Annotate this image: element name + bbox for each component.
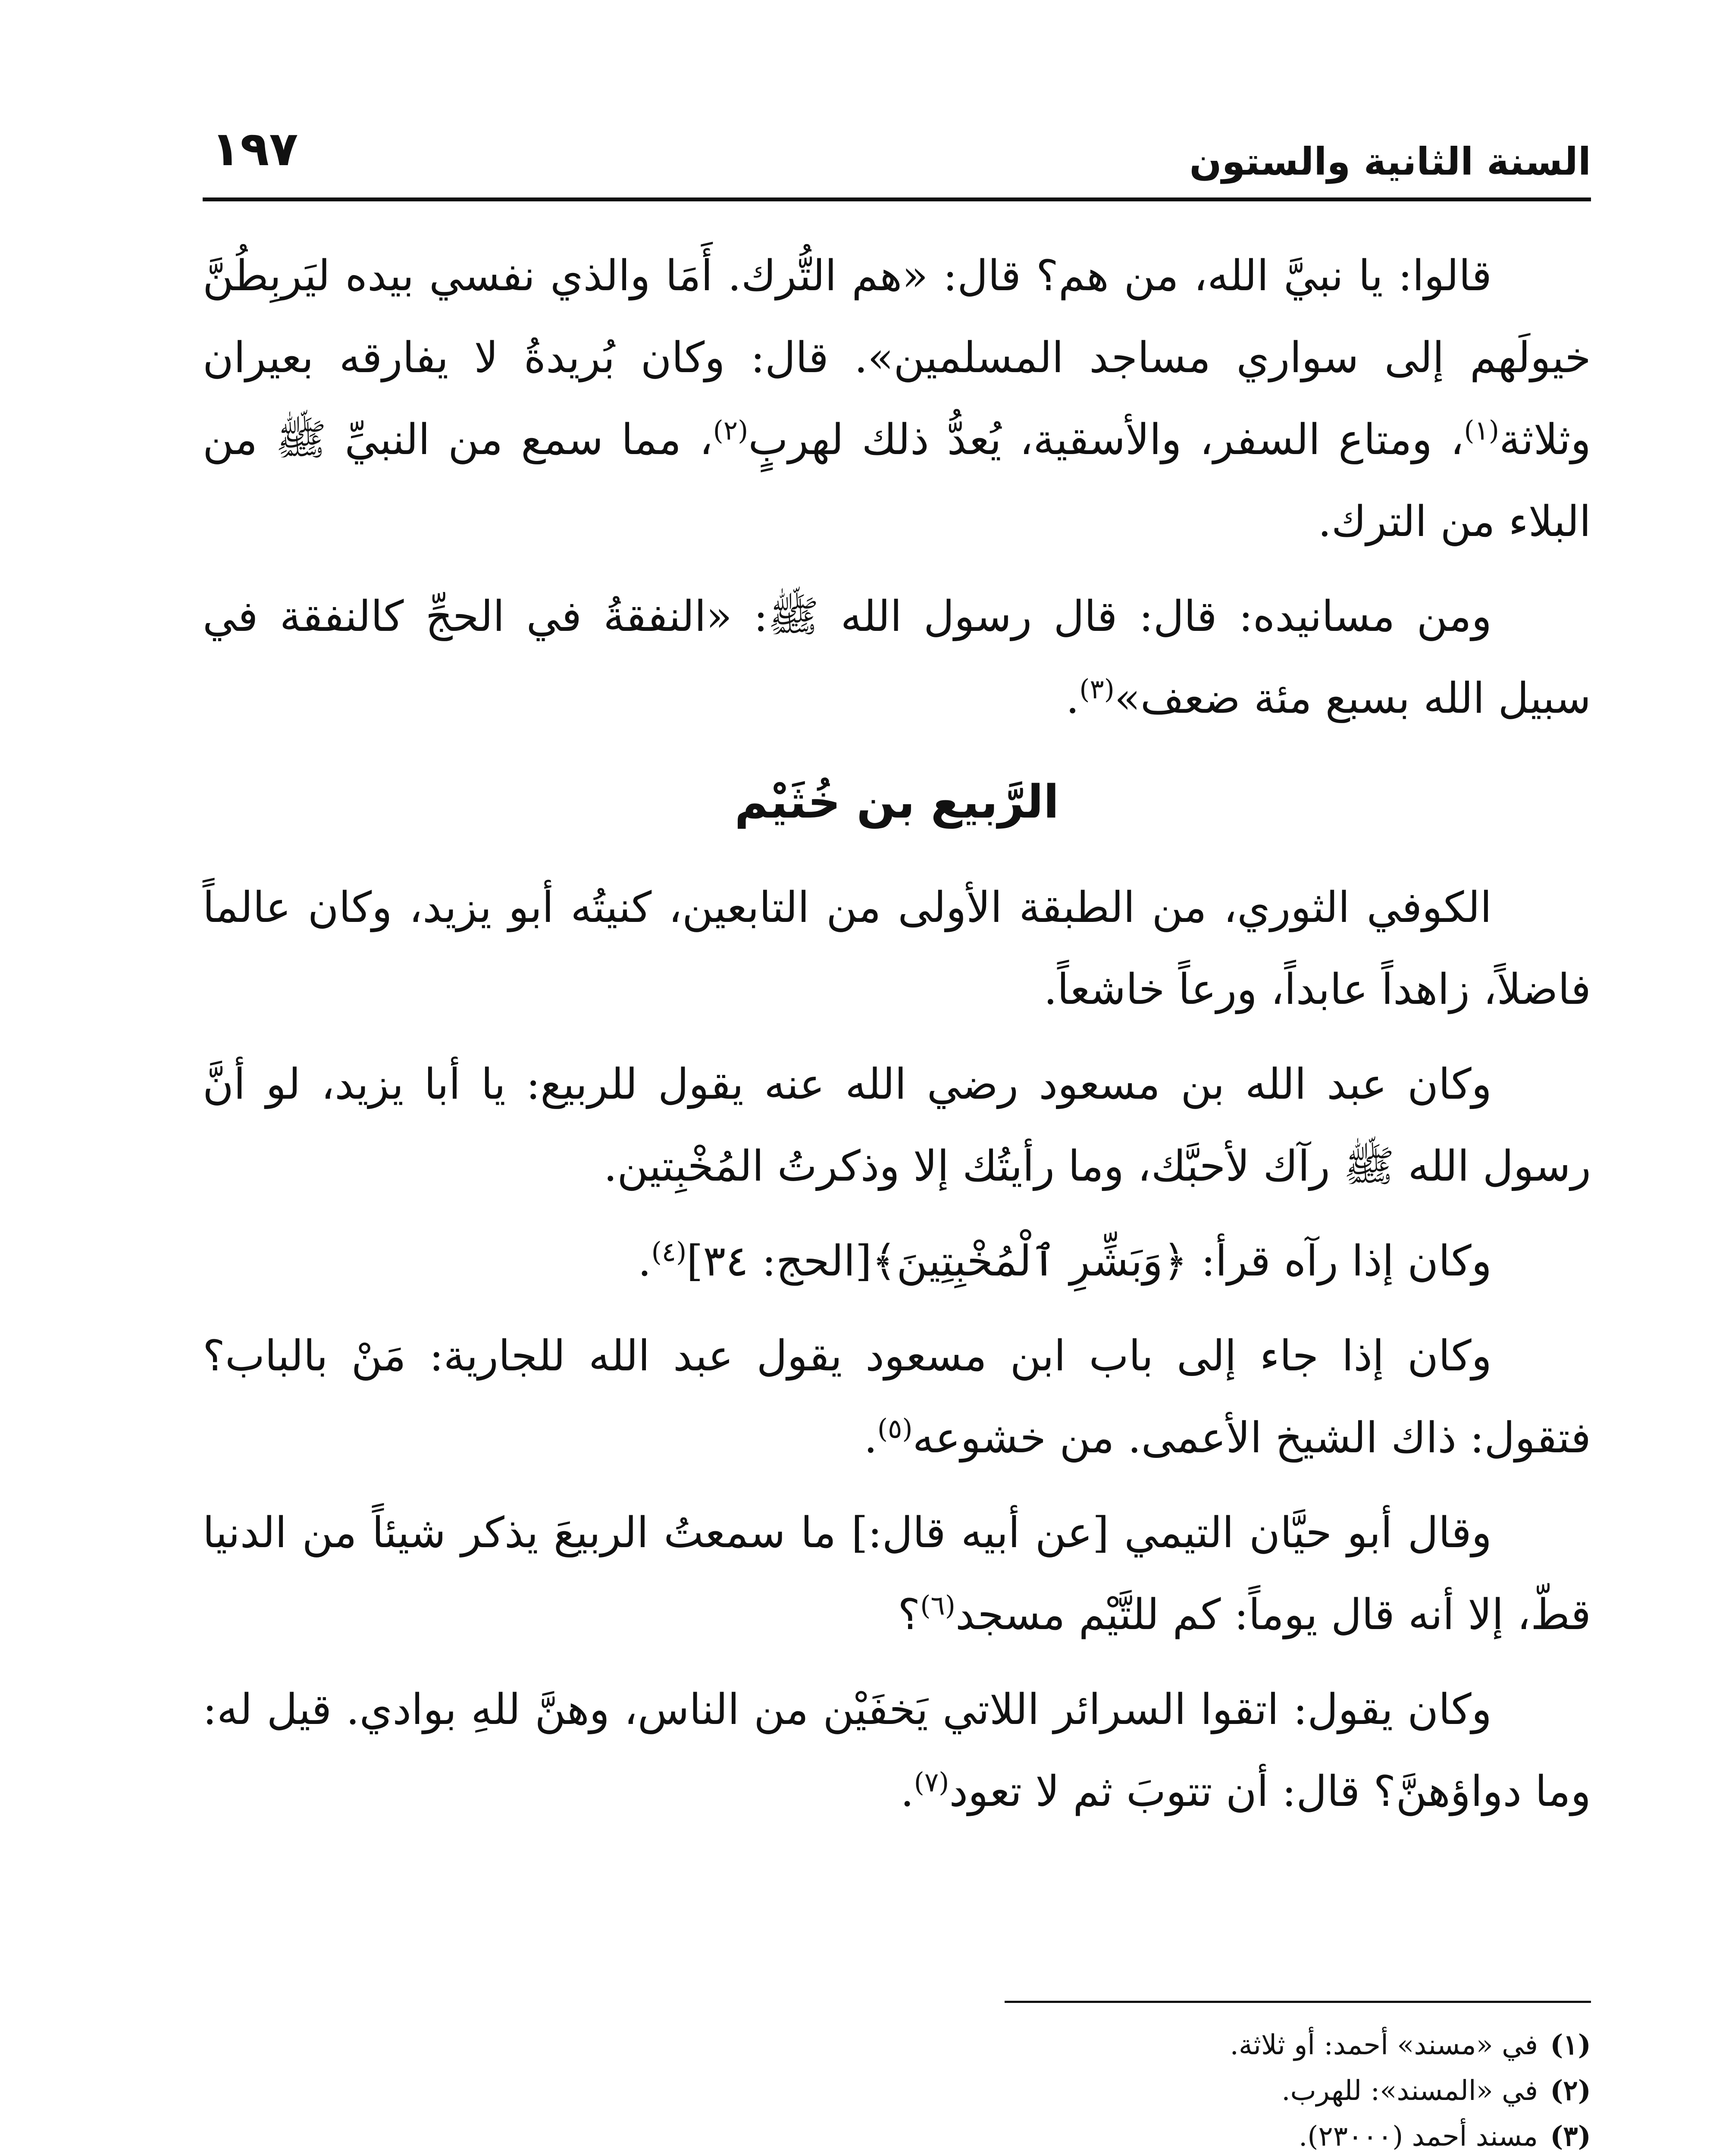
footnote-number: (٣) xyxy=(1550,2120,1591,2153)
paragraph-7-end: ؟ xyxy=(898,1590,921,1639)
footnote-text: في «المسند»: للهرب. xyxy=(1281,2075,1538,2107)
paragraph-8-end: . xyxy=(900,1767,914,1816)
footnote-separator xyxy=(1005,2001,1591,2003)
footnote-ref-1[interactable]: (١) xyxy=(1464,414,1500,446)
page-number: ١٩٧ xyxy=(211,121,298,176)
paragraph-1 xyxy=(203,235,1591,563)
paragraph-8-text: وكان يقول: اتقوا السرائر اللاتي يَخفَيْن من الناس، وهنَّ للهِ بوادي. قيل له: وما دواؤهنَّ؟ قال: أن تتوبَ ثم لا تعود xyxy=(203,1685,1591,1816)
paragraph-5-text: وكان إذا رآه قرأ: ﴿وَبَشِّرِ ٱلْمُخْبِتِينَ﴾[الحج: ٣٤] xyxy=(686,1237,1492,1286)
footnote-ref-5[interactable]: (٥) xyxy=(877,1413,913,1445)
footnote-ref-3[interactable]: (٣) xyxy=(1079,673,1115,705)
footnote-text: في «مسند» أحمد: أو ثلاثة. xyxy=(1230,2029,1538,2061)
footnotes xyxy=(203,2022,1591,2156)
paragraph-6-end: . xyxy=(864,1413,877,1463)
footnote-number: (١) xyxy=(1550,2029,1591,2061)
paragraph-5 xyxy=(203,1220,1591,1302)
paragraph-1-part-c: ، مما سمع من النبيِّ ﷺ من البلاء من الترك. xyxy=(203,415,1591,546)
paragraph-1-part-b: ، ومتاع السفر، والأسقية، يُعدُّ ذلك لهربٍ xyxy=(748,415,1464,464)
footnote-number: (٢) xyxy=(1550,2075,1591,2107)
paragraph-5-end: . xyxy=(638,1237,651,1286)
footnote-ref-6[interactable]: (٦) xyxy=(920,1589,955,1621)
paragraph-3: الكوفي الثوري، من الطبقة الأولى من التابعين، كنيتُه أبو يزيد، وكان عالماً فاضلاً، زاهداً عابداً، ورعاً خاشعاً. xyxy=(203,883,1591,1014)
paragraph-2-text: ومن مسانيده: قال: قال رسول الله ﷺ: «النفقةُ في الحجِّ كالنفقة في سبيل الله بسبع مئة ضعف» xyxy=(203,592,1591,723)
footnote-text: مسند أحمد (٢٣٠٠٠). xyxy=(1299,2121,1538,2153)
paragraph-7-text: وقال أبو حيَّان التيمي [عن أبيه قال:] ما سمعتُ الربيعَ يذكر شيئاً من الدنيا قطّ، إلا أنه قال يوماً: كم للتَّيْم مسجد xyxy=(203,1508,1591,1639)
section-heading: الرَّبيع بن خُثَيْم xyxy=(734,775,1059,828)
paragraph-2-end: . xyxy=(1066,674,1080,723)
paragraph-8 xyxy=(203,1669,1591,1833)
footnote-2 xyxy=(203,2068,1591,2114)
header-rule xyxy=(203,197,1591,201)
footnote-3 xyxy=(203,2114,1591,2156)
paragraph-7 xyxy=(203,1492,1591,1656)
paragraph-2 xyxy=(203,576,1591,740)
paragraph-6 xyxy=(203,1315,1591,1479)
footnote-ref-2[interactable]: (٢) xyxy=(713,414,748,446)
page-header xyxy=(203,116,1591,203)
paragraph-4: وكان عبد الله بن مسعود رضي الله عنه يقول للربيع: يا أبا يزيد، لو أنَّ رسول الله ﷺ رآك لأحبَّك، وما رأيتُك إلا وذكرتُ المُخْبِتين. xyxy=(203,1060,1591,1191)
running-title: السنة الثانية والستون xyxy=(1189,139,1591,184)
paragraph-6-text: وكان إذا جاء إلى باب ابن مسعود يقول عبد الله للجارية: مَنْ بالباب؟ فتقول: ذاك الشيخ الأعمى. من خشوعه xyxy=(203,1332,1591,1463)
main-text xyxy=(203,235,1591,1846)
footnote-ref-7[interactable]: (٧) xyxy=(914,1766,949,1798)
footnote-ref-4[interactable]: (٤) xyxy=(651,1236,687,1268)
footnote-1 xyxy=(203,2022,1591,2068)
paragraph-1-part-a: قالوا: يا نبيَّ الله، من هم؟ قال: «هم التُّرك. أَمَا والذي نفسي بيده ليَربِطُنَّ خيولَهم إلى سواري مساجد المسلمين». قال: وكان بُريدةُ لا يفارقه بعيران وثلاثة xyxy=(203,251,1591,464)
